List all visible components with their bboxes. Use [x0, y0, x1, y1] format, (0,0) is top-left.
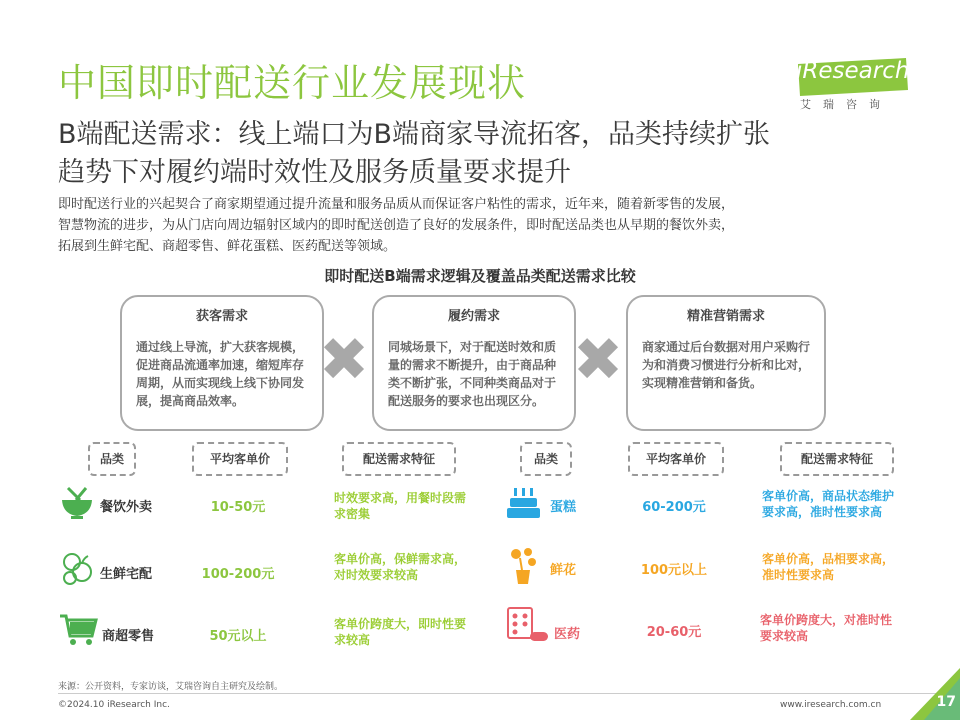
- chart-title: 即时配送B端需求逻辑及覆盖品类配送需求比较: [324, 267, 636, 285]
- need-text: 商家通过后台数据对用户采购行为和消费习惯进行分析和比对，实现精准营销和备货。: [642, 340, 811, 390]
- avg-price: 100-200元: [201, 567, 275, 582]
- category-label: 商超零售: [102, 629, 155, 644]
- feature-text: 客单价高，商品状态维护要求高，准时性要求高: [762, 489, 895, 519]
- need-title: 精准营销需求: [686, 309, 765, 324]
- feature-text: 客单价跨度大，对准时性要求较高: [760, 613, 893, 643]
- page-title: 中国即时配送行业发展现状: [58, 61, 527, 105]
- tag-category: 品类: [88, 442, 136, 476]
- feature-text: 客单价高，保鲜需求高，对时效要求较高: [334, 552, 467, 582]
- cart-icon: [58, 612, 98, 648]
- need-box-fulfillment: [372, 295, 576, 431]
- need-box-marketing: [626, 295, 826, 431]
- intro-paragraph: [58, 194, 918, 257]
- copyright: ©2024.10 iResearch Inc.: [58, 700, 170, 710]
- category-label: 蛋糕: [550, 500, 577, 515]
- flower-icon: [504, 546, 542, 586]
- subtitle-line-2: 趋势下对履约端时效性及服务质量要求提升: [58, 157, 571, 188]
- avg-price: 20-60元: [646, 625, 702, 640]
- cross-icon: ✖: [572, 325, 624, 395]
- paragraph-line-1: 即时配送行业的兴起契合了商家期望通过提升流量和服务品质从而保证客户粘性的需求，近年来，随着新零售的发展，: [58, 197, 735, 212]
- tag-category: 品类: [520, 442, 572, 476]
- subtitle: [58, 116, 938, 192]
- paragraph-line-3: 拓展到生鲜宅配、商超零售、鲜花蛋糕、医药配送等领域。: [58, 239, 397, 254]
- footer-divider: [58, 693, 938, 694]
- need-title: 履约需求: [447, 309, 500, 324]
- avg-price: 100元以上: [640, 563, 708, 578]
- paragraph-line-2: 智慧物流的进步，为从门店向周边辐射区域内的即时配送创造了良好的发展条件，即时配送品类也从早期的餐饮外卖，: [58, 218, 735, 233]
- tag-avg-price: 平均客单价: [628, 442, 724, 476]
- category-label: 生鲜宅配: [100, 567, 153, 582]
- avg-price: 10-50元: [210, 500, 266, 515]
- feature-text: 时效要求高，用餐时段需求密集: [334, 491, 467, 521]
- source-note: 来源：公开资料，专家访谈，艾瑞咨询自主研究及绘制。: [58, 682, 284, 692]
- category-label: 餐饮外卖: [100, 500, 153, 515]
- need-text: 通过线上导流，扩大获客规模，促进商品流通率加速，缩短库存周期，从而实现线上线下协同发展，提高商品效率。: [136, 340, 305, 408]
- feature-text: 客单价跨度大，即时性要求较高: [334, 617, 467, 647]
- tag-feature: 配送需求特征: [342, 442, 456, 476]
- page-number: 17: [936, 694, 956, 710]
- avg-price: 60-200元: [642, 500, 706, 515]
- bowl-icon: [58, 484, 96, 522]
- need-box-acquisition: [120, 295, 324, 431]
- tag-feature: 配送需求特征: [780, 442, 894, 476]
- tag-avg-price: 平均客单价: [192, 442, 288, 476]
- cake-icon: [504, 484, 542, 522]
- vegetable-icon: [58, 550, 96, 588]
- cross-icon: ✖: [318, 325, 370, 395]
- website-url: www.iresearch.com.cn: [780, 700, 882, 710]
- need-title: 获客需求: [195, 309, 248, 324]
- feature-text: 客单价高，品相要求高，准时性要求高: [762, 552, 895, 582]
- logo-text: iResearch: [796, 58, 910, 84]
- logo-subtitle: 艾瑞咨询: [800, 98, 892, 111]
- medicine-icon: [504, 606, 550, 644]
- subtitle-line-1: B端配送需求：线上端口为B端商家导流拓客，品类持续扩张: [58, 119, 771, 150]
- category-label: 鲜花: [550, 563, 577, 578]
- avg-price: 50元以上: [209, 629, 267, 644]
- need-text: 同城场景下，对于配送时效和质量的需求不断提升，由于商品种类不断扩张，不同种类商品对于配送服务的要求也出现区分。: [388, 340, 557, 408]
- category-label: 医药: [554, 627, 581, 642]
